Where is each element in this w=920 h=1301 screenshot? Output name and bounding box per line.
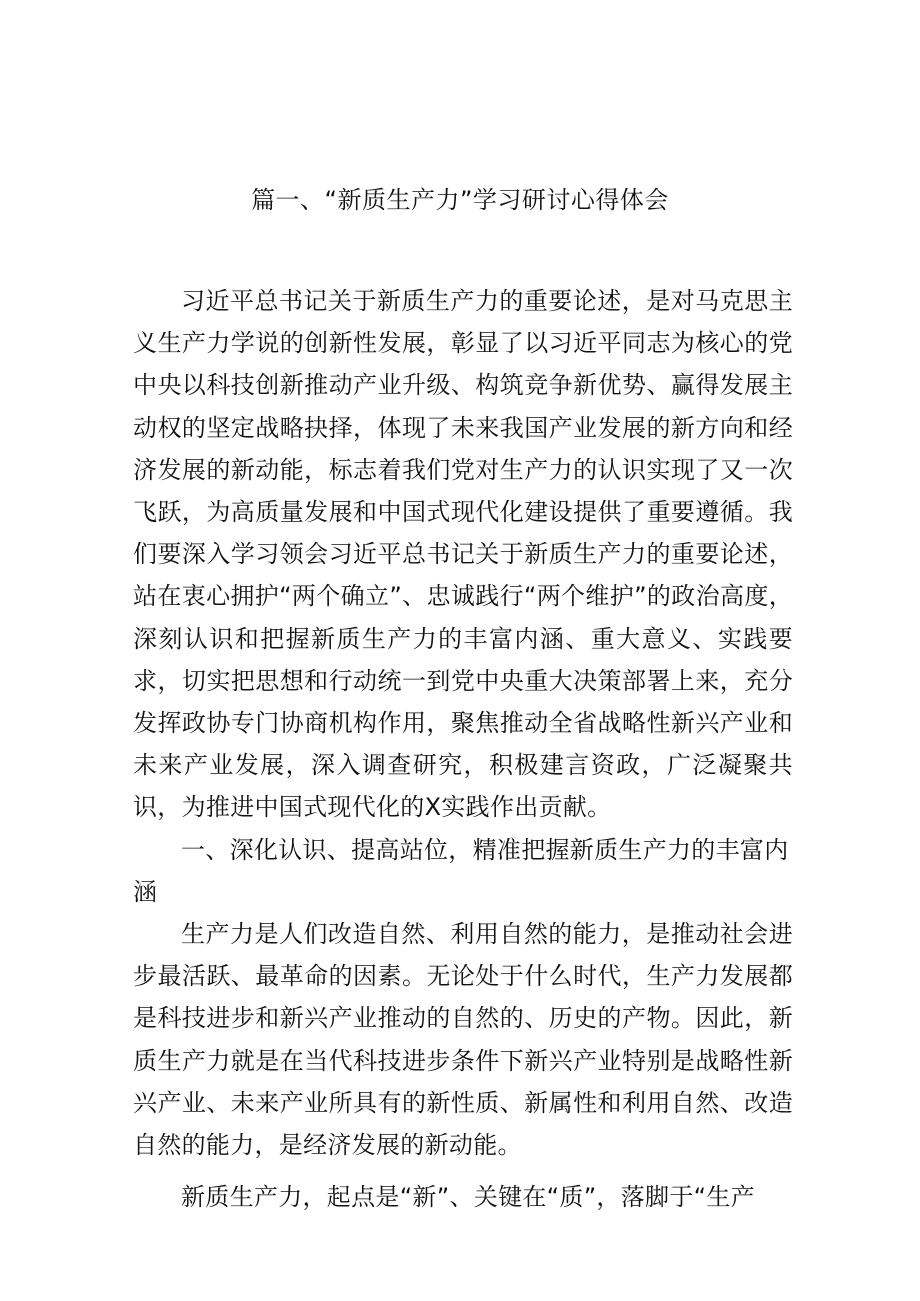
- paragraph-new-quality: 新质生产力，起点是“新”、关键在“质”，落脚于“生产: [181, 1183, 755, 1212]
- document-title: 篇一、“新质生产力”学习研讨心得体会: [251, 186, 669, 214]
- paragraph-intro: 习近平总书记关于新质生产力的重要论述，是对马克思主义生产力学说的创新性发展，彰显了以习近平同志为核心的党中央以科技创新推动产业升级、构筑竞争新优势、赢得发展主动权的坚定战略抉择，体现了未来我国产业发展的新方向和经济发展的新动能，标志着我们党对生产力的认识实现了又一次飞跃，为高质量发展和中国式现代化建设提供了重要遵循。我们要深入学习领会习近平总书记关于新质生产力的重要论述，站在衷心拥护“两个确立”、忠诚践行“两个维护”的政治高度，深刻认识和把握新质生产力的丰富内涵、重大意义、实践要求，切实把思想和行动统一到党中央重大决策部署上来，充分发挥政协专门协商机构作用，聚焦推动全省战略性新兴产业和未来产业发展，深入调查研究，积极建言资政，广泛凝聚共识，为推进中国式现代化的X实践作出贡献。: [133, 287, 793, 822]
- document-body: [133, 280, 793, 1218]
- paragraph-productivity-definition: 生产力是人们改造自然、利用自然的能力，是推动社会进步最活跃、最革命的因素。无论处于什么时代，生产力发展都是科技进步和新兴产业推动的自然的、历史的产物。因此，新质生产力就是在当代科技进步条件下新兴产业特别是战略性新兴产业、未来产业所具有的新性质、新属性和利用自然、改造自然的能力，是经济发展的新动能。: [133, 920, 793, 1160]
- section-heading-1: 一、深化认识、提高站位，精准把握新质生产力的丰富内涵: [133, 835, 789, 906]
